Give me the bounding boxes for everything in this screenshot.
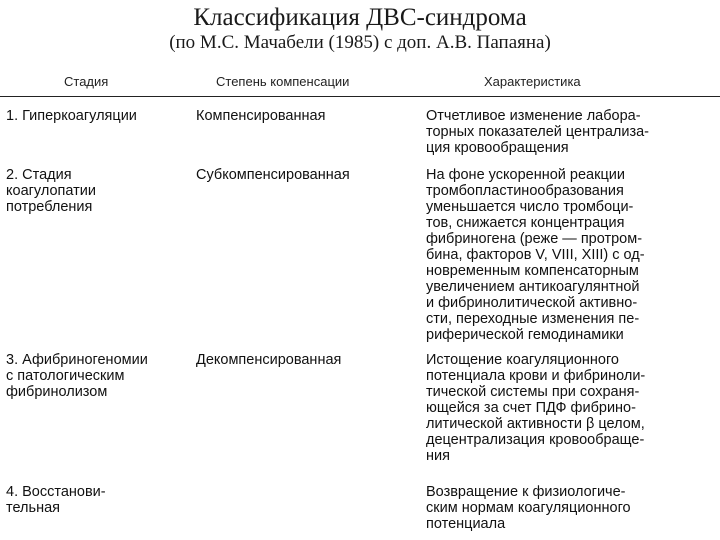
- header-characteristic: Характеристика: [484, 74, 581, 89]
- row-1-stage: 1. Гиперкоагуляции: [6, 108, 137, 124]
- header-compensation: Степень компенсации: [216, 74, 350, 89]
- header-rule: [0, 96, 720, 97]
- row-2-compensation: Субкомпенсированная: [196, 167, 350, 183]
- row-3-characteristic: Истощение коагуляционного потенциала крови и фибриноли- тической системы при сохраня- ющейся за счет ПДФ фибрино- литической активности β целом, децентрализация кровообраще- ния: [426, 352, 646, 464]
- row-3-stage: 3. Афибриногеномии с патологическим фибринолизом: [6, 352, 148, 400]
- page-subtitle: (по М.С. Мачабели (1985) с доп. А.В. Папаяна): [169, 32, 551, 53]
- row-1-compensation: Компенсированная: [196, 108, 326, 124]
- page-title: Классификация ДВС-синдрома: [193, 4, 527, 31]
- row-4-characteristic: Возвращение к физиологиче- ским нормам коагуляционного потенциала: [426, 484, 631, 532]
- header-stage: Стадия: [64, 74, 109, 89]
- row-1-characteristic: Отчетливое изменение лабора- торных показателей централиза- ция кровообращения: [426, 108, 649, 156]
- row-4-stage: 4. Восстанови- тельная: [6, 484, 106, 516]
- row-2-characteristic: На фоне ускоренной реакции тромбопластинообразования уменьшается число тромбоци- тов, снижается концентрация фибриногена (реже — протром- бина, факторов V, VIII, XIII) с од- новременным компенсаторным увеличением антикоагулянтной и фибринолитической активно- сти, переходные изменения пе- риферической гемодинамики: [426, 167, 645, 343]
- row-2-stage: 2. Стадия коагулопатии потребления: [6, 167, 96, 215]
- row-3-compensation: Декомпенсированная: [196, 352, 342, 368]
